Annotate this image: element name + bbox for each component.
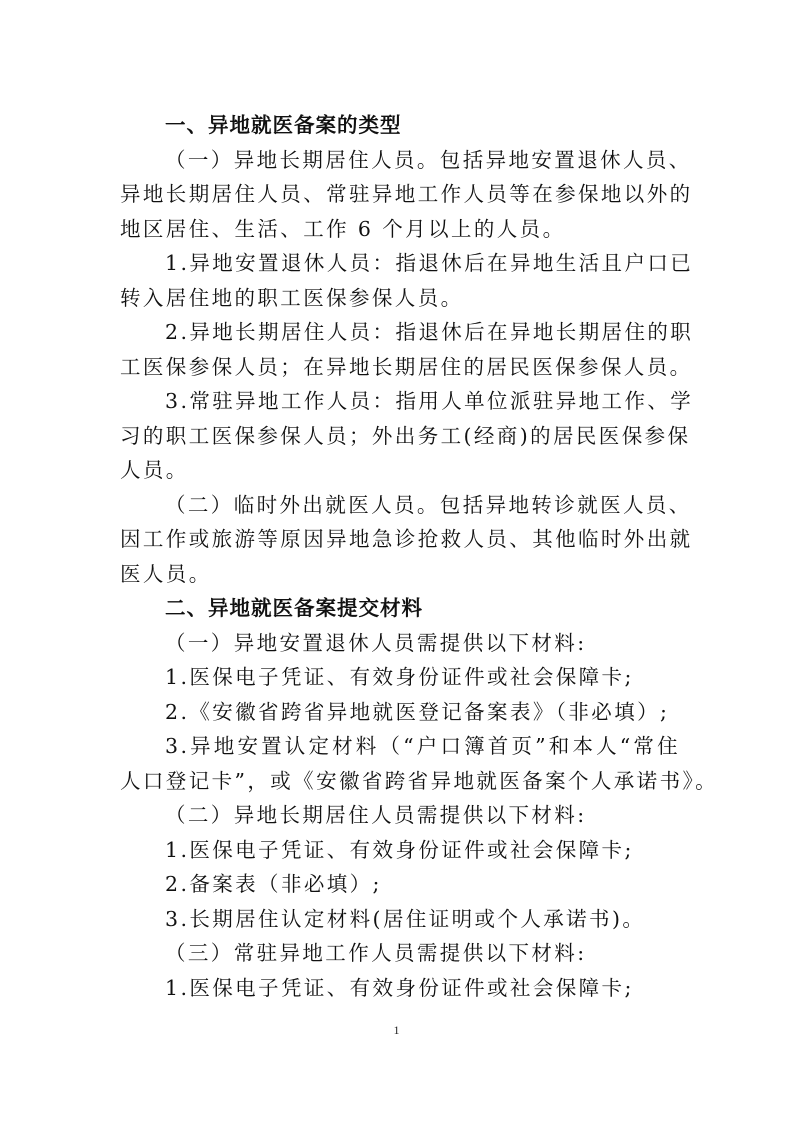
paragraph-line: 人员。 — [120, 458, 189, 482]
paragraph-line: 异地长期居住人员、常驻异地工作人员等在参保地以外的 — [120, 182, 693, 206]
paragraph-line: 人口登记卡”，或《安徽省跨省异地就医备案个人承诺书》。 — [120, 768, 719, 793]
paragraph-line: 地区居住、生活、工作 6 个月以上的人员。 — [120, 216, 566, 241]
paragraph-line: 2.异地长期居住人员：指退休后在异地长期居住的职 — [165, 320, 694, 344]
section-heading-2: 二、异地就医备案提交材料 — [165, 596, 423, 620]
paragraph-line: （一）异地安置退休人员需提供以下材料: — [165, 630, 587, 655]
paragraph-line: 1.医保电子凭证、有效身份证件或社会保障卡; — [165, 837, 634, 862]
paragraph-line: 2.备案表（非必填）; — [165, 872, 382, 896]
paragraph-line: 医人员。 — [120, 561, 212, 586]
paragraph-line: 3.长期居住认定材料(居住证明或个人承诺书)。 — [165, 906, 646, 931]
section-heading-1: 一、异地就医备案的类型 — [165, 113, 402, 137]
page-number: 1 — [393, 1023, 400, 1037]
paragraph-line: 2.《安徽省跨省异地就医登记备案表》（非必填）; — [165, 699, 670, 724]
paragraph-line: 习的职工医保参保人员；外出务工(经商)的居民医保参保 — [120, 423, 691, 448]
paragraph-line: 1.异地安置退休人员：指退休后在异地生活且户口已 — [165, 251, 694, 275]
paragraph-line: （二）临时外出就医人员。包括异地转诊就医人员、 — [165, 492, 692, 517]
paragraph-line: （二）异地长期居住人员需提供以下材料: — [165, 803, 587, 827]
document-body — [120, 108, 719, 1005]
paragraph-line: 工医保参保人员；在异地长期居住的居民医保参保人员。 — [120, 354, 693, 379]
paragraph-line: 3.常驻异地工作人员：指用人单位派驻异地工作、学 — [165, 389, 694, 413]
paragraph-line: （一）异地长期居住人员。包括异地安置退休人员、 — [165, 147, 692, 172]
paragraph-line: 因工作或旅游等原因异地急诊抢救人员、其他临时外出就 — [120, 527, 693, 551]
paragraph-line: 3.异地安置认定材料（“户口簿首页”和本人“常住 — [165, 734, 680, 758]
paragraph-line: 1.医保电子凭证、有效身份证件或社会保障卡; — [165, 665, 634, 689]
paragraph-line: 转入居住地的职工医保参保人员。 — [120, 285, 464, 310]
paragraph-line: 1.医保电子凭证、有效身份证件或社会保障卡; — [165, 975, 634, 1000]
paragraph-line: （三）常驻异地工作人员需提供以下材料: — [165, 941, 587, 965]
